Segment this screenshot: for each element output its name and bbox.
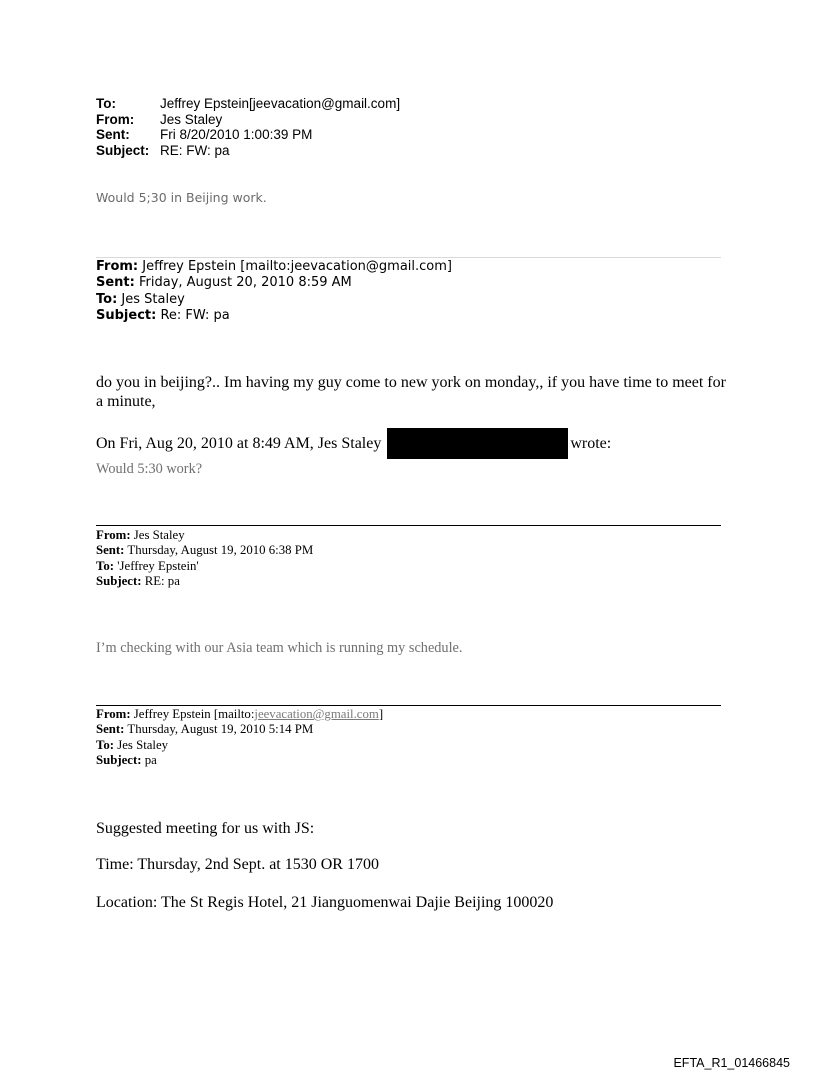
to-value: Jes Staley	[117, 737, 169, 752]
meeting-time: Time: Thursday, 2nd Sept. at 1530 OR 1700	[96, 856, 379, 873]
quote-prefix: On Fri, Aug 20, 2010 at 8:49 AM, Jes Staley	[96, 435, 382, 452]
to-value: Jeffrey Epstein[jeevacation@gmail.com]	[160, 96, 401, 111]
subject-label: Subject:	[96, 142, 150, 158]
from-value: Jes Staley	[133, 528, 185, 542]
sent-value: Fri 8/20/2010 1:00:39 PM	[160, 127, 313, 143]
email-header-2	[96, 259, 452, 325]
email-header-3	[96, 528, 313, 589]
message-body-2: do you in beijing?.. Im having my guy come to new york on monday,, if you have time to meet for a minute,	[96, 374, 726, 410]
message-body-3: I’m checking with our Asia team which is running my schedule.	[96, 640, 463, 656]
from-close: ]	[378, 707, 384, 721]
document-id: EFTA_R1_01466845	[673, 1056, 790, 1070]
subject-value: RE: FW: pa	[160, 142, 230, 158]
email-link[interactable]: jeevacation@gmail.com	[254, 707, 379, 721]
meeting-suggestion: Suggested meeting for us with JS:	[96, 820, 315, 837]
divider-1	[96, 257, 721, 258]
email-header-4	[96, 707, 383, 768]
sent-label: Sent:	[96, 127, 130, 143]
from-name: Jeffrey Epstein [mailto:	[133, 707, 255, 721]
quote-attribution	[96, 428, 611, 459]
meeting-location: Location: The St Regis Hotel, 21 Jianguomenwai Dajie Beijing 100020	[96, 894, 554, 911]
sent-value: Thursday, August 19, 2010 5:14 PM	[127, 722, 314, 737]
subject-label: Subject:	[96, 752, 142, 767]
subject-value: Re: FW: pa	[160, 308, 230, 324]
to-label: To:	[96, 558, 115, 573]
to-label: To:	[96, 96, 116, 111]
sent-value: Friday, August 20, 2010 8:59 AM	[139, 275, 352, 291]
to-label: To:	[96, 737, 115, 752]
to-value: Jes Staley	[121, 291, 185, 307]
from-label: From:	[96, 528, 131, 542]
from-label: From:	[96, 259, 139, 274]
subject-value: pa	[144, 752, 157, 767]
subject-value: RE: pa	[144, 573, 180, 588]
to-value: 'Jeffrey Epstein'	[117, 558, 199, 573]
from-label: From:	[96, 707, 131, 721]
to-label: To:	[96, 291, 118, 307]
subject-label: Subject:	[96, 308, 157, 324]
sent-label: Sent:	[96, 722, 125, 737]
subject-label: Subject:	[96, 573, 142, 588]
from-value: Jeffrey Epstein [mailto:jeevacation@gmail.com]	[142, 259, 452, 274]
divider-2	[96, 525, 721, 526]
sent-value: Thursday, August 19, 2010 6:38 PM	[127, 543, 314, 558]
quoted-text: Would 5:30 work?	[96, 461, 203, 477]
from-value: Jes Staley	[160, 111, 223, 127]
divider-3	[96, 705, 721, 706]
message-body-1: Would 5;30 in Beijing work.	[96, 190, 267, 205]
sent-label: Sent:	[96, 543, 125, 558]
quote-suffix: wrote:	[570, 435, 612, 452]
sent-label: Sent:	[96, 275, 135, 291]
redaction-box	[387, 428, 568, 459]
email-header-1	[96, 96, 400, 158]
from-label: From:	[96, 111, 135, 127]
